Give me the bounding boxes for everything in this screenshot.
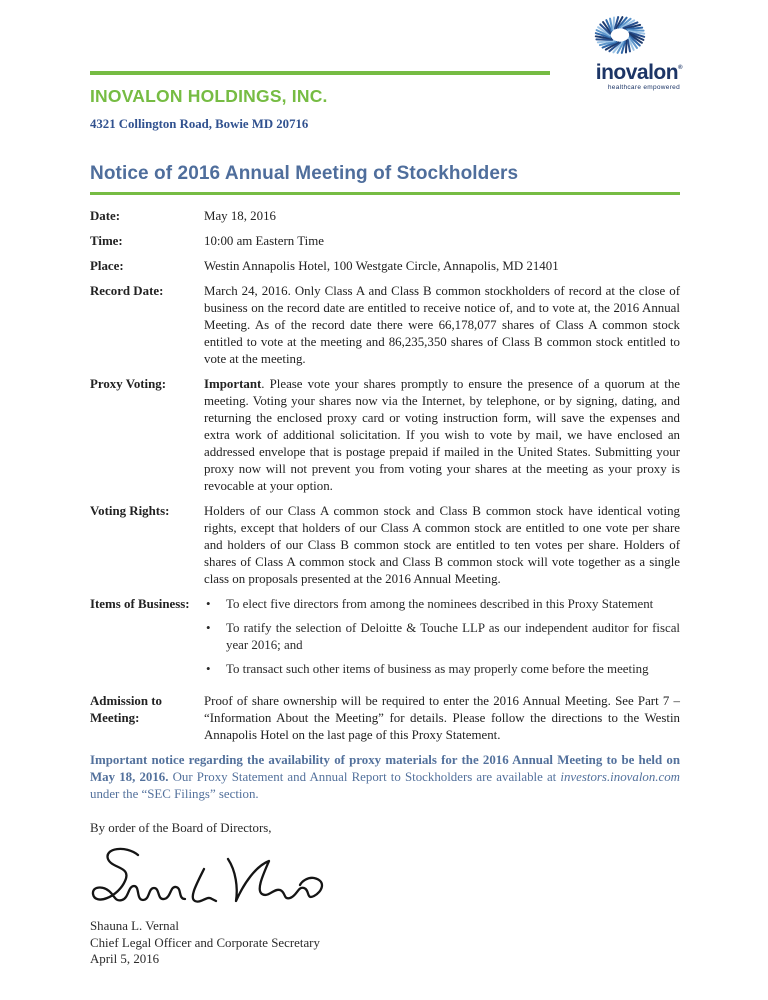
list-item [204, 661, 680, 678]
detail-row-time [90, 233, 680, 250]
signing-date: April 5, 2016 [90, 952, 160, 966]
detail-value: Proof of share ownership will be required to enter the 2016 Annual Meeting. See Part 7 – “Information About the Meeting” for details. Please follow the directions to the Westin Annapolis Hotel on the last page of this Proxy Statement. [204, 694, 680, 742]
logo-brand-text: inovalon [595, 61, 679, 84]
detail-row-place [90, 258, 680, 275]
detail-label: Time: [90, 234, 123, 248]
availability-notice-regular: Our Proxy Statement and Annual Report to Stockholders are available at [168, 770, 561, 784]
inovalon-swirl-icon [590, 14, 650, 58]
availability-notice [90, 752, 680, 803]
notice-body [90, 208, 680, 968]
proxy-voting-text: . Please vote your shares promptly to ensure the presence of a quorum at the meeting. Voting your shares now via the Internet, by telephone, or by signing, dating, and returning the enclosed proxy card or voting instruction form, will save the expenses and extra work of additional solicitation. If you wish to vote by mail, we have enclosed an addressed envelope that is postage prepaid if mailed in the United States. Submitting your proxy now will not prevent you from voting your shares at the meeting as your proxy is revocable at your option. [204, 377, 680, 493]
bullet-text: To elect five directors from among the nominees described in this Proxy Statement [226, 597, 654, 611]
detail-value: March 24, 2016. Only Class A and Class B common stockholders of record at the close of business on the record date are entitled to receive notice of, and to vote at, the 2016 Annual Meeting. As of the record date there were 66,178,077 shares of Class A common stock entitled to vote at the meeting and 86,235,350 shares of Class B common stock entitled to vote at the meeting. [204, 284, 680, 366]
detail-value: May 18, 2016 [204, 209, 276, 223]
investors-site-link[interactable]: investors.inovalon.com [560, 770, 680, 784]
detail-value: Holders of our Class A common stock and Class B common stock have identical voting rights, except that holders of our Class A common stock are entitled to one vote per share and holders of our Class B common stock are entitled to ten votes per share. Holders of shares of Class A common stock and Class B common stock will vote together as a single class on proposals presented at the 2016 Annual Meeting. [204, 504, 680, 586]
detail-value: Westin Annapolis Hotel, 100 Westgate Circle, Annapolis, MD 21401 [204, 259, 559, 273]
detail-row-proxy-voting [90, 376, 680, 495]
bullet-icon: • [206, 662, 211, 676]
header-green-rule [90, 71, 550, 75]
bullet-icon: • [206, 621, 211, 635]
signature-image [86, 843, 680, 916]
bullet-text: To ratify the selection of Deloitte & Touche LLP as our independent auditor for fiscal year 2016; and [226, 621, 680, 652]
detail-row-voting-rights [90, 503, 680, 588]
list-item [204, 620, 680, 654]
inovalon-logo [566, 14, 682, 91]
detail-label: Date: [90, 209, 121, 223]
signatory-block [90, 918, 680, 968]
logo-wordmark [566, 58, 682, 83]
items-of-business-list [204, 596, 680, 685]
availability-notice-tail: under the “SEC Filings” section. [90, 787, 259, 801]
detail-value [204, 376, 680, 495]
logo-tagline: healthcare empowered [607, 84, 680, 91]
detail-label: Record Date: [90, 284, 164, 298]
registered-mark: ® [678, 65, 682, 71]
company-address: 4321 Collington Road, Bowie MD 20716 [90, 117, 309, 131]
detail-row-items-of-business [90, 596, 680, 685]
by-order-line: By order of the Board of Directors, [90, 821, 272, 835]
detail-label: Admission to Meeting: [90, 694, 162, 725]
page-title: Notice of 2016 Annual Meeting of Stockholders [90, 163, 519, 184]
bullet-text: To transact such other items of business as may properly come before the meeting [226, 662, 649, 676]
detail-row-record-date [90, 283, 680, 368]
list-item [204, 596, 680, 613]
detail-row-date [90, 208, 680, 225]
detail-label: Place: [90, 259, 124, 273]
company-name: INOVALON HOLDINGS, INC. [90, 86, 328, 106]
detail-value: 10:00 am Eastern Time [204, 234, 324, 248]
availability-notice-bold: Important notice regarding the availability of proxy materials for the 2016 Annual Meeting to be held on May 18, 2016. [90, 753, 680, 784]
detail-label: Items of Business: [90, 597, 190, 611]
signatory-name: Shauna L. Vernal [90, 919, 179, 933]
signatory-title: Chief Legal Officer and Corporate Secretary [90, 935, 320, 950]
title-green-rule [90, 192, 680, 195]
bullet-icon: • [206, 597, 211, 611]
detail-label: Proxy Voting: [90, 377, 167, 391]
detail-label: Voting Rights: [90, 504, 170, 518]
detail-row-admission [90, 693, 680, 744]
proxy-voting-important: Important [204, 377, 262, 391]
